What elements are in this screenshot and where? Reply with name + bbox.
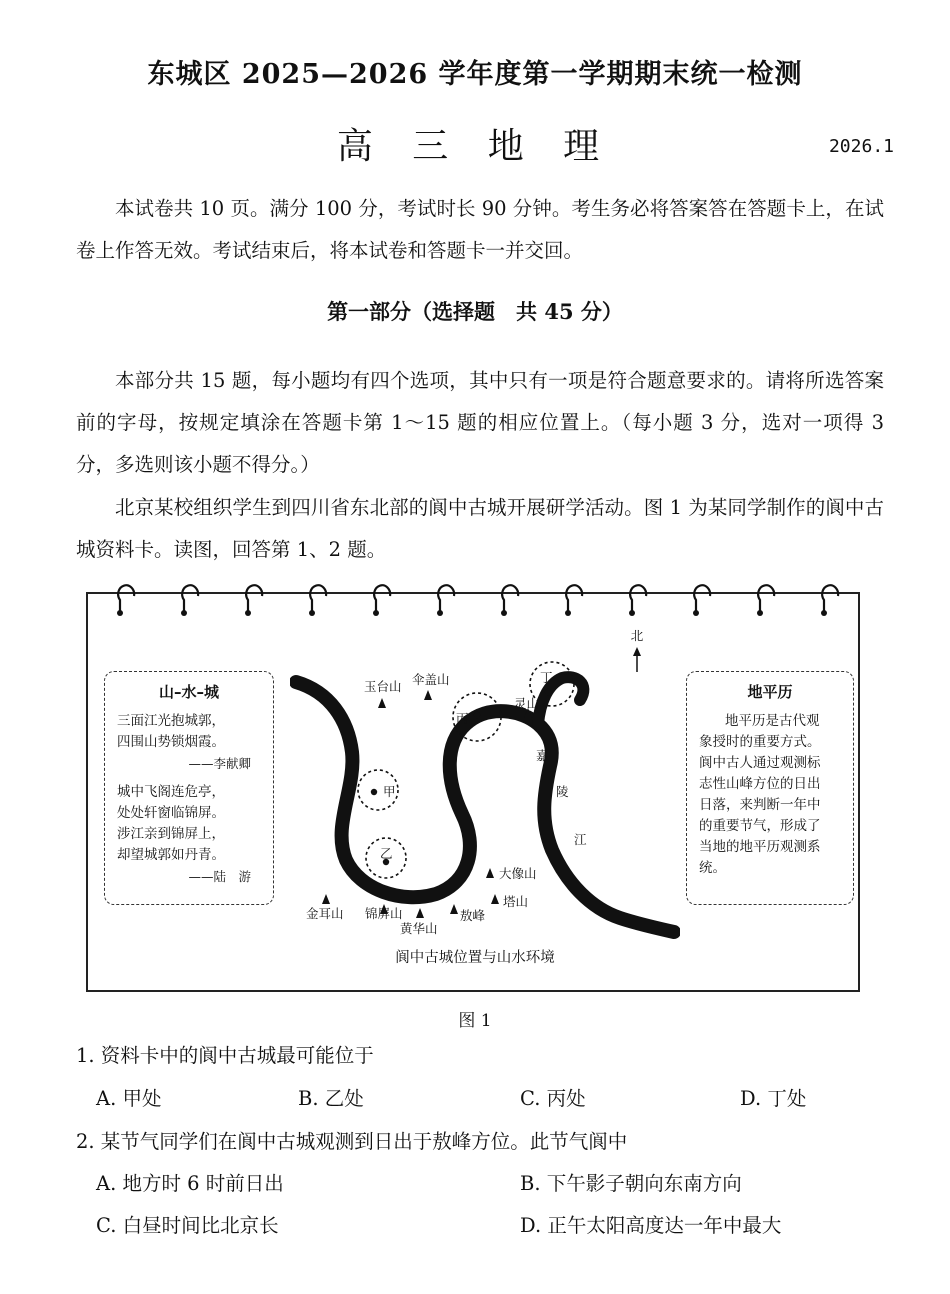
right-box-title: 地平历 xyxy=(747,683,793,701)
mountain-icon xyxy=(378,698,386,708)
shan-shui-cheng-box xyxy=(104,671,274,905)
q1-option-d[interactable]: D. 丁处 xyxy=(740,1087,807,1110)
mountain-sangai-label: 伞盖山 xyxy=(412,672,450,687)
binding-ring xyxy=(374,585,390,612)
binding-ring xyxy=(502,585,518,612)
box-text-line: 阆中古人通过观测标 xyxy=(699,755,821,771)
question-2-stem: 2. 某节气同学们在阆中古城观测到日出于敖峰方位。此节气阆中 xyxy=(76,1130,628,1153)
binding-ring xyxy=(822,585,838,612)
site-jia-dot xyxy=(371,789,377,795)
q2-option-d[interactable]: D. 正午太阳高度达一年中最大 xyxy=(520,1214,782,1237)
mountain-icon xyxy=(424,690,432,700)
binding-ring xyxy=(118,585,134,612)
q2-option-b[interactable]: B. 下午影子朝向东南方向 xyxy=(520,1172,742,1195)
site-bing-label: 丙 xyxy=(456,711,469,726)
binding-ring xyxy=(566,585,582,612)
site-bing-dot xyxy=(474,712,480,718)
poem-line: 城中飞阁连危亭， xyxy=(117,784,225,800)
poem-line: 涉江亲到锦屏上， xyxy=(117,826,225,842)
subject-title: 高 三 地 理 xyxy=(336,126,614,167)
mountain-jiner-label: 金耳山 xyxy=(306,906,344,921)
site-ding-label: 丁 xyxy=(540,670,553,685)
question-1-stem: 1. 资料卡中的阆中古城最可能位于 xyxy=(76,1044,374,1067)
mountain-tashan-label: 塔山 xyxy=(503,894,529,909)
box-text-line: 日落，来判断一年中 xyxy=(699,797,821,813)
box-text-line: 象授时的重要方式。 xyxy=(699,734,821,750)
binding-ring xyxy=(438,585,454,612)
part1-instructions: 本部分共 15 题，每小题均有四个选项，其中只有一项是符合题意要求的。请将所选答案前的字母，按规定填涂在答题卡第 1～15 题的相应位置上。（每小题 3 分，选对一项得 3 分，多选则该小题不得分。） xyxy=(76,369,884,476)
mountain-icon xyxy=(416,908,424,918)
di-ping-li-box xyxy=(686,671,854,905)
binding-ring xyxy=(310,585,326,612)
spiral-binding xyxy=(86,578,860,618)
poem-line: 三面江光抱城郭， xyxy=(117,713,225,729)
map-caption: 阆中古城位置与山水环境 xyxy=(395,950,555,966)
box-text-line: 当地的地平历观测系 xyxy=(699,839,821,855)
box-text-line: 地平历是古代观 xyxy=(725,713,820,729)
site-jia-label: 甲 xyxy=(383,784,396,799)
mountain-icon xyxy=(322,894,330,904)
site-ding-dot xyxy=(545,689,551,695)
poem-line: 四围山势锁烟霞。 xyxy=(117,734,225,750)
mountain-huanghua-label: 黄华山 xyxy=(400,921,438,936)
binding-ring xyxy=(630,585,646,612)
mountain-icon xyxy=(491,894,499,904)
binding-ring xyxy=(758,585,774,612)
exam-date: 2026.1 xyxy=(828,136,894,157)
mountain-icon xyxy=(486,868,494,878)
mountain-aofeng-label: 敖峰 xyxy=(460,908,486,923)
figure-label: 图 1 xyxy=(458,1011,492,1031)
left-box-title: 山–水–城 xyxy=(158,683,219,701)
binding-ring xyxy=(694,585,710,612)
river-name-char: 嘉 xyxy=(536,748,549,763)
part1-heading: 第一部分（选择题 共 45 分） xyxy=(327,299,623,324)
poem-author: ——李献卿 xyxy=(188,756,251,771)
mountain-daxiang-label: 大像山 xyxy=(499,866,537,881)
exam-title: 东城区 2025—2026 学年度第一学期期末统一检测 xyxy=(147,59,803,90)
langzhong-map xyxy=(290,620,680,950)
river-name-char: 陵 xyxy=(556,784,569,799)
binding-ring xyxy=(182,585,198,612)
box-text-line: 的重要节气，形成了 xyxy=(699,818,821,834)
q2-option-c[interactable]: C. 白昼时间比北京长 xyxy=(96,1214,279,1237)
mountain-lingshan-label: 灵山 xyxy=(514,696,540,711)
poem-line: 却望城郭如丹青。 xyxy=(117,847,225,863)
q1-option-b[interactable]: B. 乙处 xyxy=(298,1087,364,1110)
mountain-yutai-label: 玉台山 xyxy=(364,679,402,694)
poem-author: ——陆 游 xyxy=(188,869,251,884)
q2-option-a[interactable]: A. 地方时 6 时前日出 xyxy=(96,1172,284,1195)
intro-paragraph: 本试卷共 10 页。满分 100 分，考试时长 90 分钟。考生务必将答案答在答题卡上，在试卷上作答无效。考试结束后，将本试卷和答题卡一并交回。 xyxy=(76,197,884,262)
mountain-jinping-label: 锦屏山 xyxy=(365,906,403,921)
box-text-line: 志性山峰方位的日出 xyxy=(699,776,821,792)
poem-line: 处处轩窗临锦屏。 xyxy=(117,805,225,821)
north-arrow-head-icon xyxy=(633,647,641,656)
box-text-line: 统。 xyxy=(699,860,726,876)
q1-option-a[interactable]: A. 甲处 xyxy=(96,1087,162,1110)
mountain-icon xyxy=(450,904,458,914)
binding-ring xyxy=(246,585,262,612)
site-yi-label: 乙 xyxy=(380,846,393,861)
north-label: 北 xyxy=(630,628,644,643)
jialing-river xyxy=(296,682,674,932)
q1-option-c[interactable]: C. 丙处 xyxy=(520,1087,586,1110)
river-name-char: 江 xyxy=(574,832,587,847)
question-context: 北京某校组织学生到四川省东北部的阆中古城开展研学活动。图 1 为某同学制作的阆中古城资料卡。读图，回答第 1、2 题。 xyxy=(76,496,884,561)
